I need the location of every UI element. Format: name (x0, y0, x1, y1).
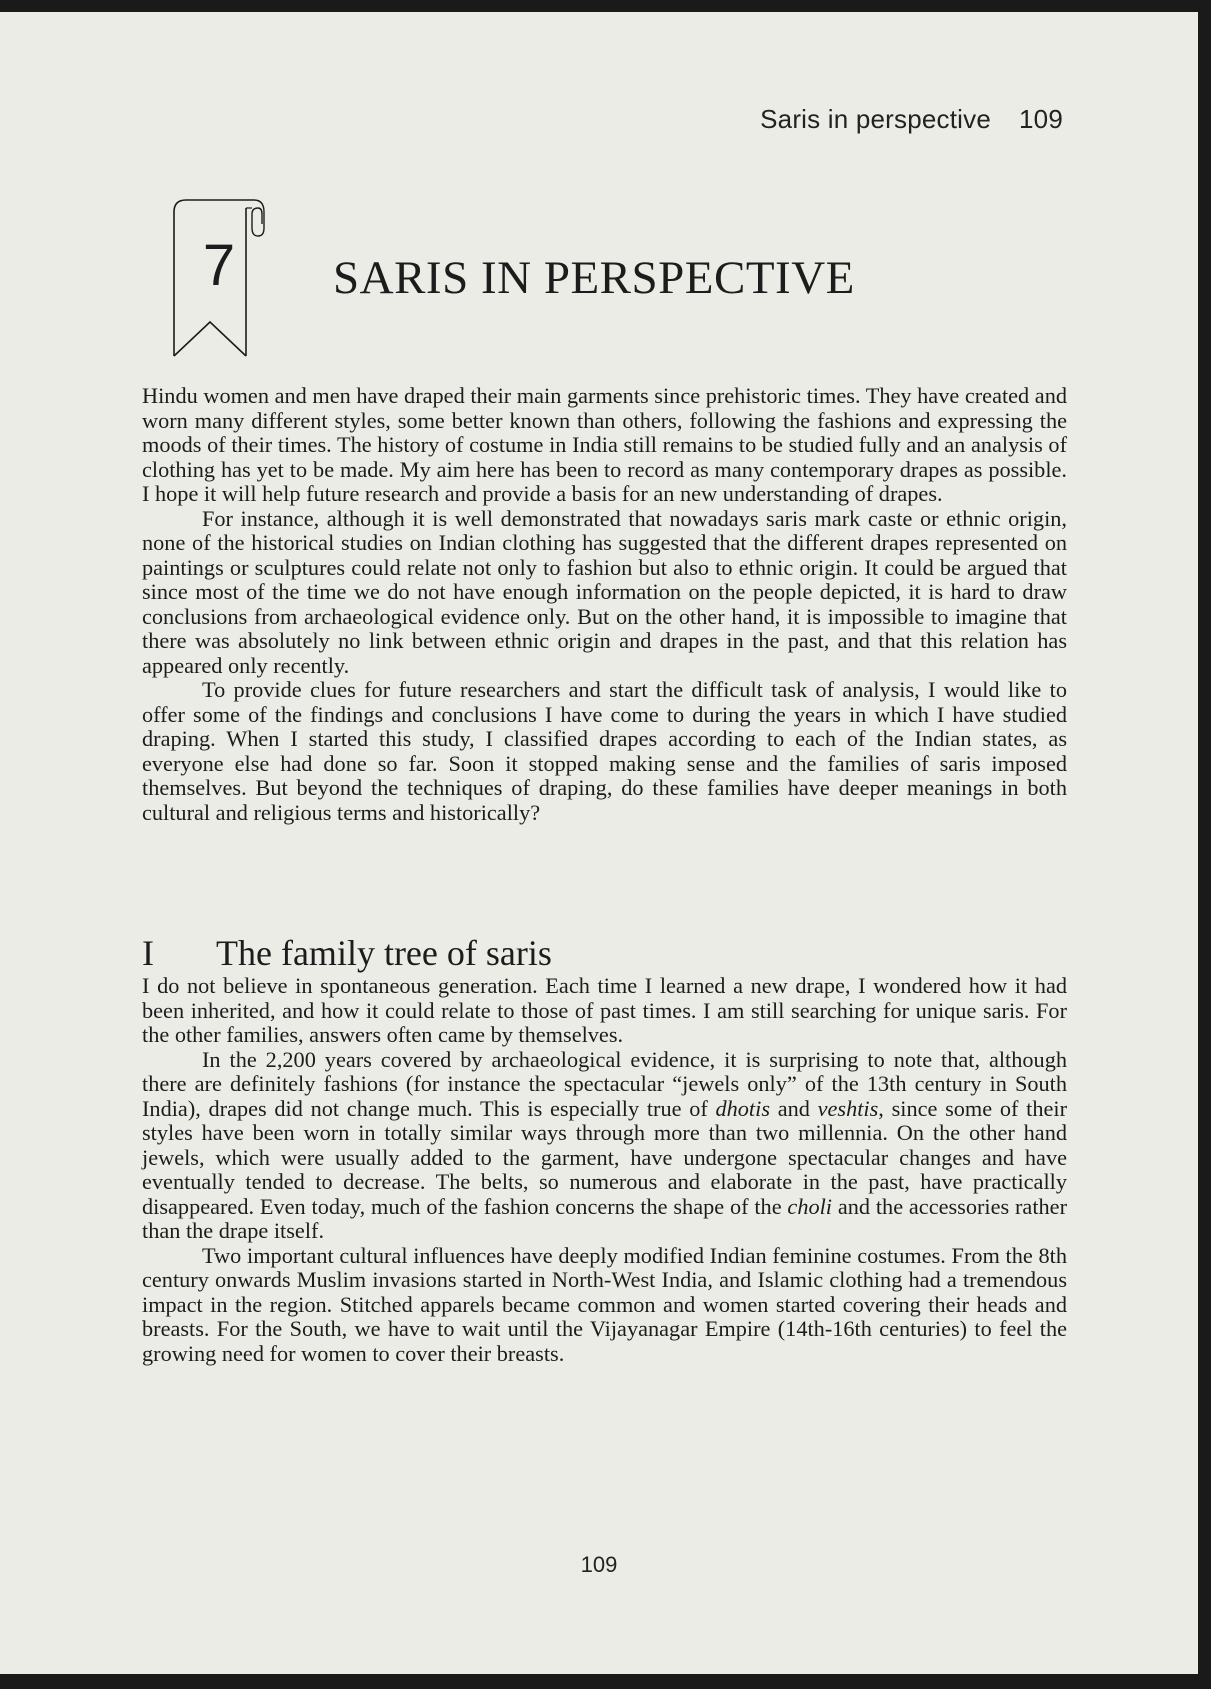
section-text (142, 974, 1067, 1366)
section-number: I (142, 933, 154, 973)
intro-paragraph-3: To provide clues for future researchers and start the difficult task of analysis, I would like to offer some of the findings and conclusions I have come to during the years in which I have studied draping. When I started this study, I classified drapes according to each of the Indian states, as everyone else had done so far. Soon it stopped making sense and the families of saris imposed themselves. But beyond the techniques of draping, do these families have deeper meanings in both cultural and religious terms and historically? (142, 677, 1067, 825)
section-paragraph-2 (142, 1048, 1067, 1244)
term-choli: choli (787, 1193, 833, 1219)
paragraph-text-segment: and the accessories rather than the drape itself. (142, 1193, 1067, 1243)
chapter-number: 7 (202, 233, 236, 298)
intro-text (142, 384, 1067, 825)
running-head (760, 104, 1063, 135)
footer-page-number: 109 (580, 1552, 618, 1577)
chapter-title: SARIS IN PERSPECTIVE (333, 252, 855, 304)
paragraph-text-segment: , since some of their styles have been worn in totally similar ways through more than two millennia. On the other hand jewels, which were usually added to the garment, have undergone spectacular changes and have eventually tended to decrease. The belts, so numerous and elaborate in the past, have practically disappeared. Even today, much of the fashion concerns the shape of the (142, 1095, 1068, 1219)
section-title: The family tree of saris (216, 933, 552, 973)
intro-paragraph-2: For instance, although it is well demonstrated that nowadays saris mark caste or ethnic origin, none of the historical studies on Indian clothing has suggested that the different drapes represented on paintings or sculptures could relate not only to fashion but also to ethnic origin. It could be argued that since most of the time we do not have enough information on the people depicted, it is hard to draw conclusions from archaeological evidence only. But on the other hand, it is impossible to imagine that there was absolutely no link between ethnic origin and drapes in the past, and that this relation has appeared only recently. (142, 505, 1067, 678)
running-head-page-number: 109 (1019, 104, 1063, 134)
section-paragraph-3: Two important cultural influences have deeply modified Indian feminine costumes. From the 8th century onwards Muslim invasions started in North-West India, and Islamic clothing had a tremendous impact in the region. Stitched apparels became common and women started covering their heads and breasts. For the South, we have to wait until the Vijayanagar Empire (14th-16th centuries) to feel the growing need for women to cover their breasts. (142, 1242, 1067, 1366)
section-paragraph-1: I do not believe in spontaneous generation. Each time I learned a new drape, I wondered how it had been inherited, and how it could relate to those of past times. I am still searching for unique saris. For the other families, answers often came by themselves. (142, 973, 1067, 1047)
intro-paragraph-1: Hindu women and men have draped their main garments since prehistoric times. They have created and worn many different styles, some better known than others, following the fashions and expressing the moods of their times. The history of costume in India still remains to be studied fully and an analysis of clothing has yet to be made. My aim here has been to record as many contemporary drapes as possible. I hope it will help future research and provide a basis for an new understanding of drapes. (142, 383, 1067, 506)
chapter-scroll-badge (172, 198, 282, 358)
term-veshtis: veshtis (817, 1095, 879, 1121)
running-head-title: Saris in perspective (760, 104, 992, 134)
section-heading (142, 933, 552, 973)
paragraph-text-segment: and (770, 1095, 818, 1121)
book-page (0, 12, 1198, 1674)
term-dhotis: dhotis (715, 1095, 770, 1121)
paragraph-text-segment: In the 2,200 years covered by archaeological evidence, it is surprising to note that, although there are definitely fashions (for instance the spectacular “jewels only” of the 13th century in South India), drapes did not change much. This is especially true of (142, 1046, 1067, 1121)
